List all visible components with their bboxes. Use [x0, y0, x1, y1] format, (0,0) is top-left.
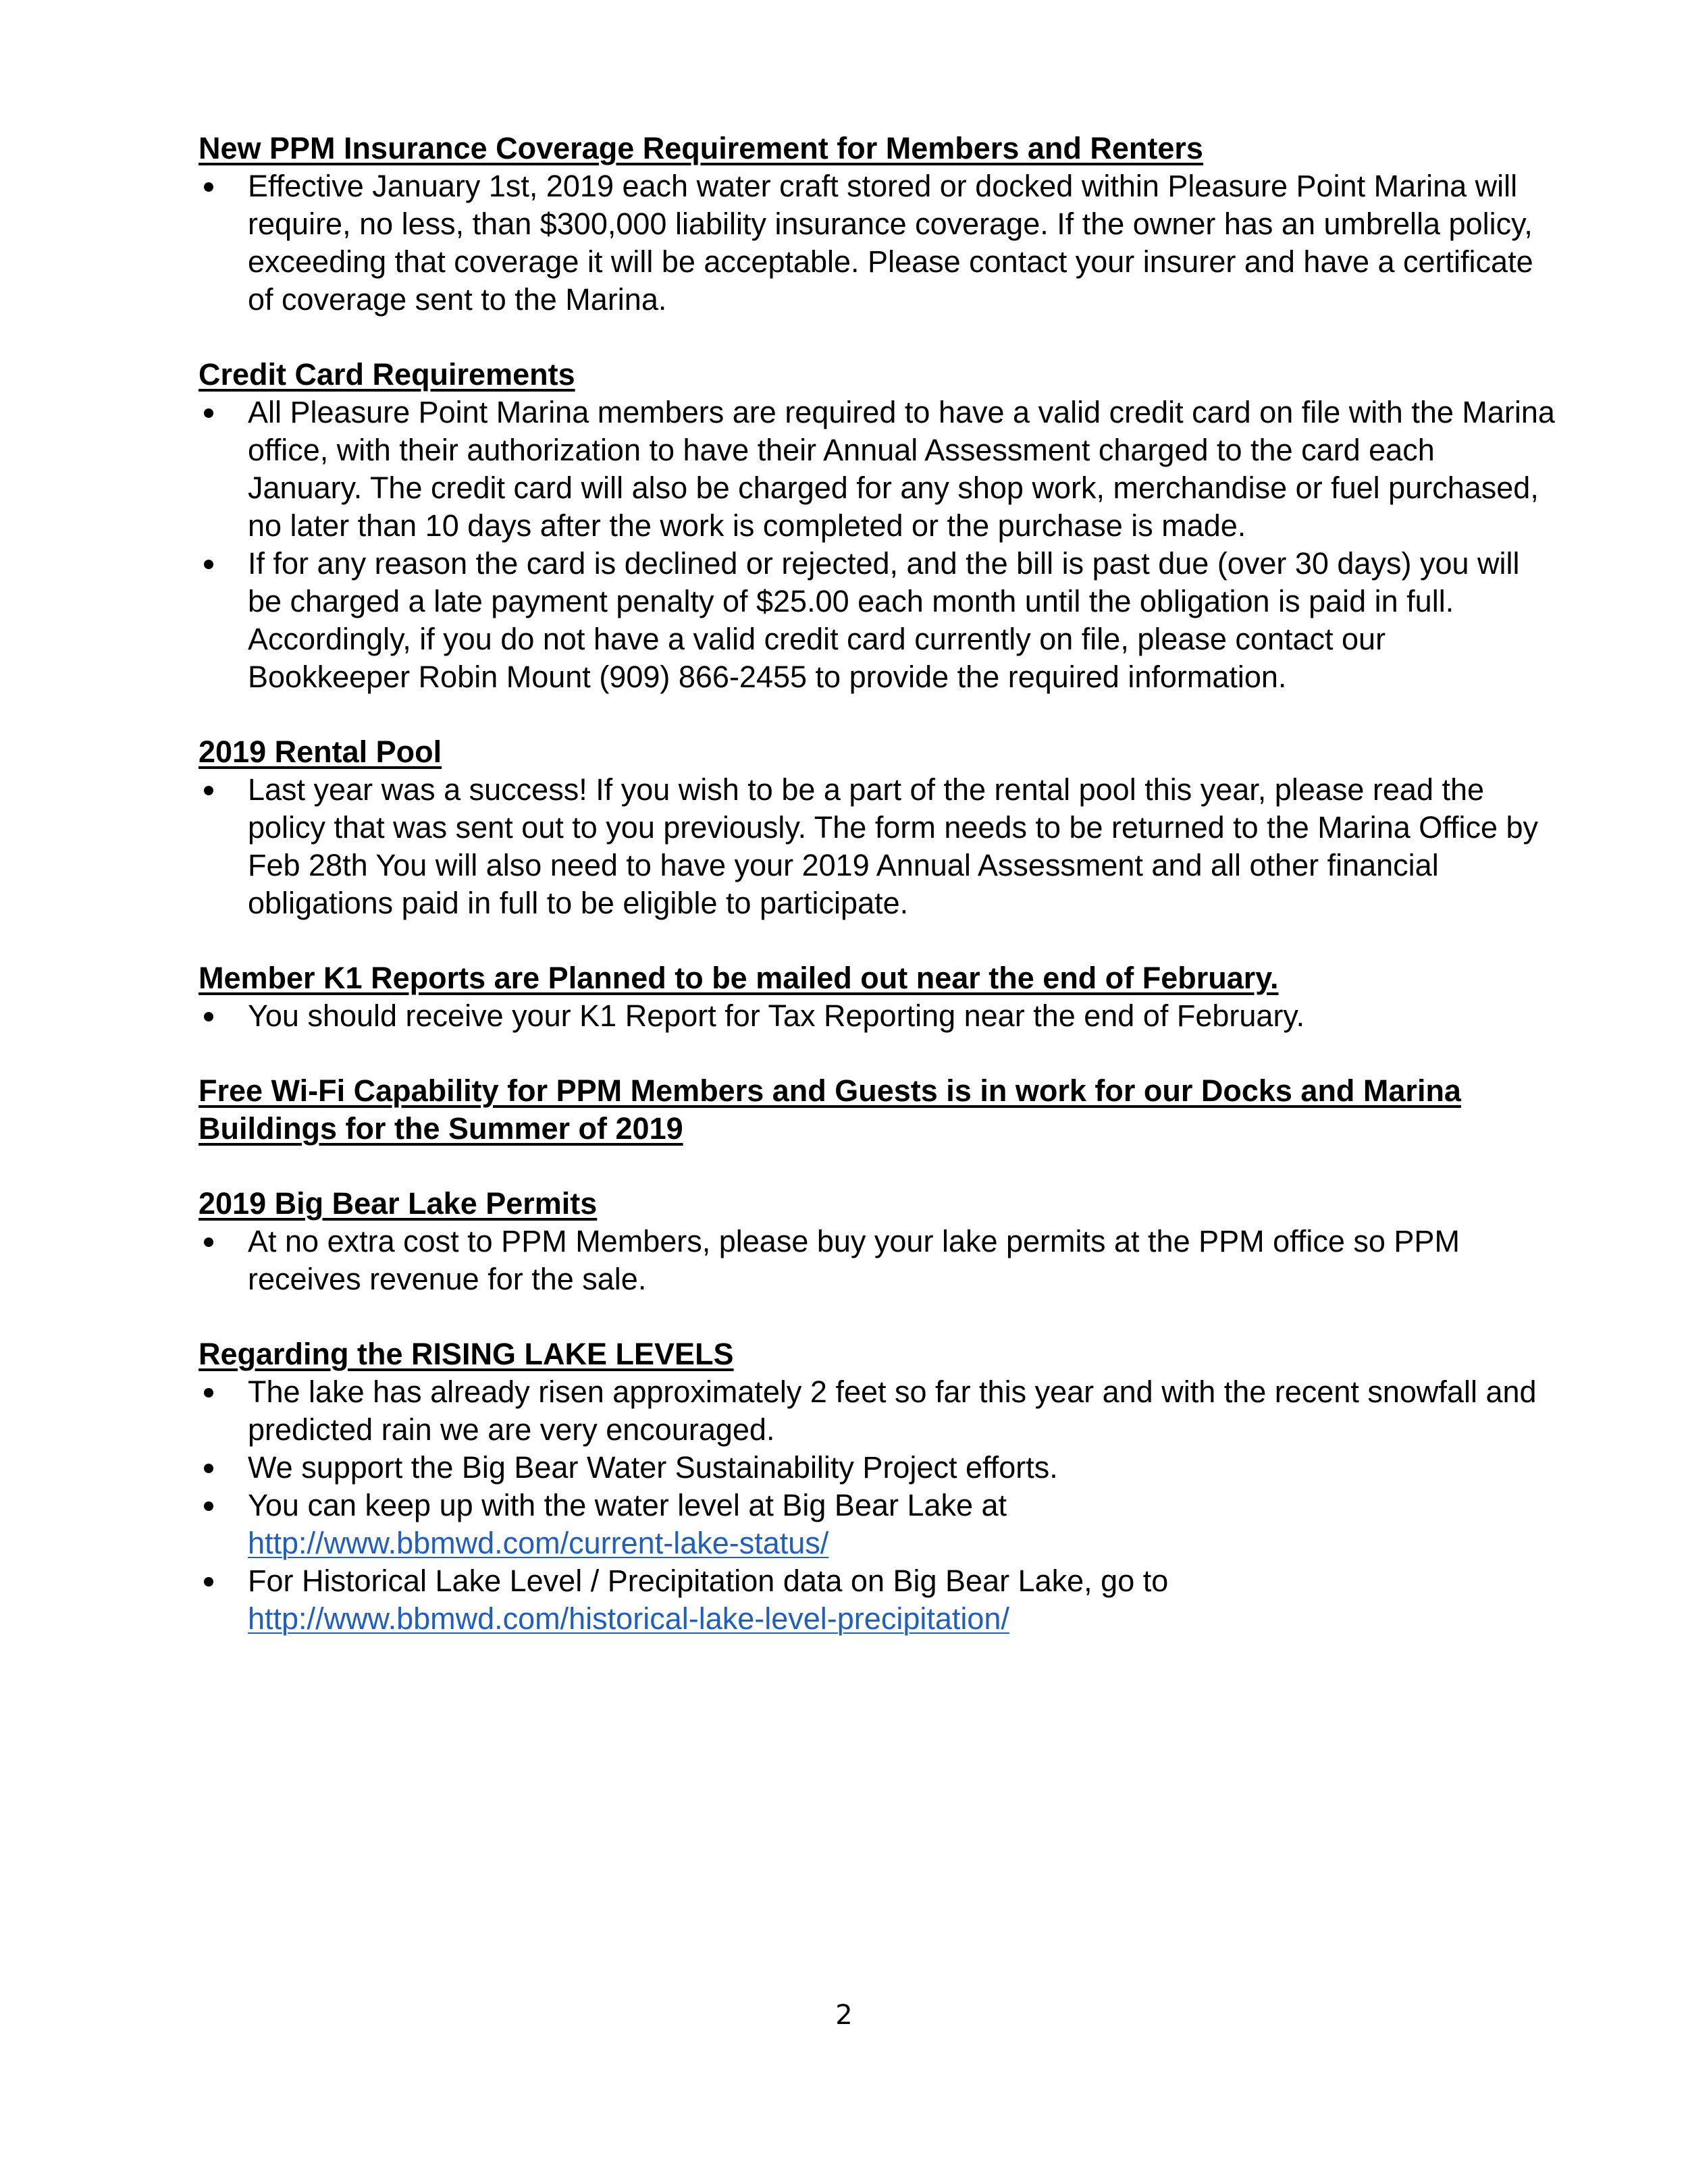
section-credit-card: [199, 356, 1556, 696]
section-heading: New PPM Insurance Coverage Requirement for Members and Renters: [199, 131, 1203, 165]
bullet-list: [199, 394, 1556, 696]
bullet-icon: [204, 786, 213, 795]
bullet-list: [199, 997, 1556, 1035]
list-item-text: At no extra cost to PPM Members, please buy your lake permits at the PPM office so PPM receives revenue for the sale.: [248, 1224, 1460, 1296]
bullet-icon: [204, 1501, 213, 1511]
list-item-text: We support the Big Bear Water Sustainability Project efforts.: [248, 1450, 1058, 1485]
section-heading: Member K1 Reports are Planned to be mailed out near the end of February.: [199, 961, 1279, 995]
bullet-icon: [204, 560, 213, 569]
bullet-icon: [204, 408, 213, 418]
list-item-text: You can keep up with the water level at Big Bear Lake at: [248, 1488, 1007, 1522]
list-item: [199, 997, 1556, 1035]
section-wifi: [199, 1072, 1556, 1148]
list-item: [199, 771, 1556, 922]
section-k1-reports: [199, 959, 1556, 1035]
bullet-list: [199, 771, 1556, 922]
bullet-icon: [204, 182, 213, 192]
section-heading: Regarding the RISING LAKE LEVELS: [199, 1337, 734, 1371]
list-item: [199, 394, 1556, 545]
section-heading: Free Wi-Fi Capability for PPM Members and Guests is in work for our Docks and Marina Buildings for the Summer of 2019: [199, 1073, 1461, 1146]
list-item-text: For Historical Lake Level / Precipitation data on Big Bear Lake, go to: [248, 1564, 1169, 1598]
list-item-text: The lake has already risen approximately 2 feet so far this year and with the recent snowfall and predicted rain we are very encouraged.: [248, 1375, 1537, 1447]
lake-status-link[interactable]: http://www.bbmwd.com/current-lake-status/: [248, 1526, 829, 1560]
bullet-icon: [204, 1577, 213, 1587]
bullet-icon: [204, 1464, 213, 1473]
section-heading: Credit Card Requirements: [199, 357, 575, 392]
list-item-text: Last year was a success! If you wish to be a part of the rental pool this year, please read the policy that was sent out to you previously. The form needs to be returned to the Marina Office by Feb 28th You will also need to have your 2019 Annual Assessment and all other financial obligations paid in full to be eligible to participate.: [248, 772, 1539, 920]
section-lake-permits: [199, 1185, 1556, 1298]
list-item: [199, 1449, 1556, 1487]
section-insurance: [199, 130, 1556, 319]
section-rental-pool: [199, 733, 1556, 922]
list-item: [199, 167, 1556, 319]
list-item: [199, 1223, 1556, 1298]
list-item: [199, 545, 1556, 696]
list-item-text: All Pleasure Point Marina members are required to have a valid credit card on file with the Marina office, with their authorization to have their Annual Assessment charged to the card each January. The credit card will also be charged for any shop work, merchandise or fuel purchased, no later than 10 days after the work is completed or the purchase is made.: [248, 395, 1555, 543]
bullet-icon: [204, 1237, 213, 1247]
list-item: [199, 1487, 1556, 1562]
section-heading: 2019 Rental Pool: [199, 735, 442, 769]
section-heading: 2019 Big Bear Lake Permits: [199, 1186, 598, 1221]
list-item-text: You should receive your K1 Report for Tax Reporting near the end of February.: [248, 998, 1305, 1033]
bullet-list: [199, 1223, 1556, 1298]
bullet-list: [199, 167, 1556, 319]
page-number: 2: [835, 2000, 853, 2031]
bullet-list: [199, 1373, 1556, 1638]
list-item: [199, 1562, 1556, 1638]
document-body: [199, 130, 1556, 1675]
list-item-text: If for any reason the card is declined or rejected, and the bill is past due (over 30 days) you will be charged a late payment penalty of $25.00 each month until the obligation is paid in full. Accordingly, if you do not have a valid credit card currently on file, please contact our Bookkeeper Robin Mount (909) 866-2455 to provide the required information.: [248, 546, 1520, 694]
historical-lake-level-link[interactable]: http://www.bbmwd.com/historical-lake-level-precipitation/: [248, 1601, 1009, 1636]
bullet-icon: [204, 1388, 213, 1397]
list-item-text: Effective January 1st, 2019 each water craft stored or docked within Pleasure Point Marina will require, no less, than $300,000 liability insurance coverage. If the owner has an umbrella policy, exceeding that coverage it will be acceptable. Please contact your insurer and have a certificate of coverage sent to the Marina.: [248, 169, 1533, 317]
list-item: [199, 1373, 1556, 1449]
section-lake-levels: [199, 1335, 1556, 1638]
bullet-icon: [204, 1012, 213, 1021]
